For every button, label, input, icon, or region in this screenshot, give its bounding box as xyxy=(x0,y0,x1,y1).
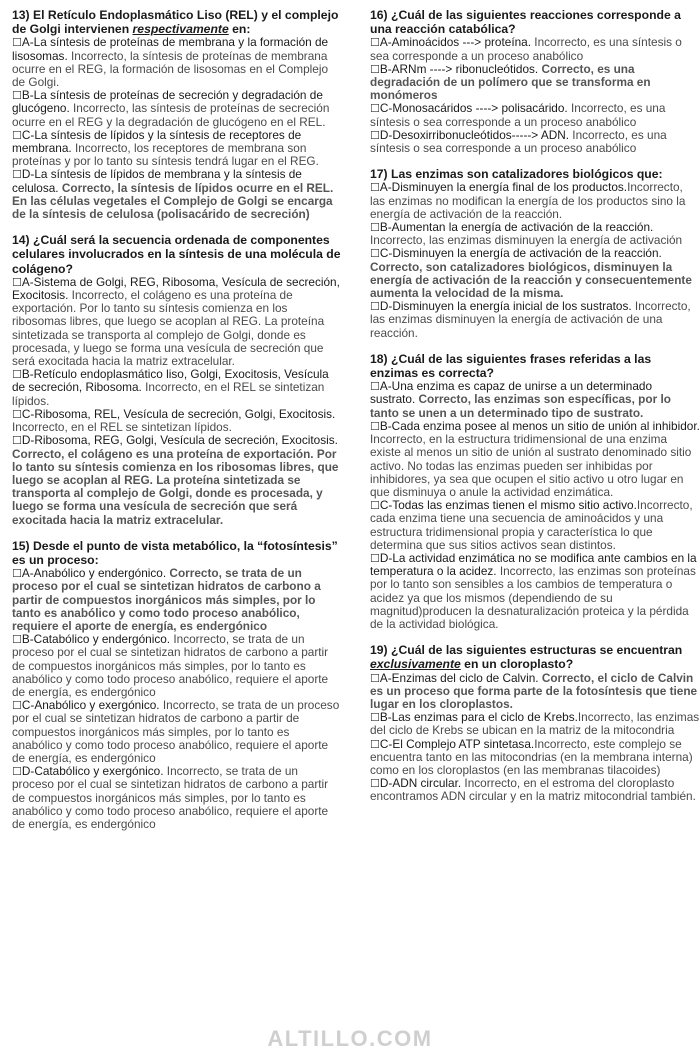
checkbox-icon[interactable]: ☐ xyxy=(370,777,380,791)
feedback-correct: Correcto, el colágeno es una proteína de exportación. Por lo tanto su síntesis comienza en los ribosomas libres, que luego se acoplan al REG. La proteína sintetizada se transporta al complejo de Golgi, donde es procesada, y luego se forma una vesícula de secreción que será exocitada hacia la matriz extracelular. xyxy=(12,446,339,527)
question-title-emphasis: respectivamente xyxy=(132,22,229,37)
option-label: D-La actividad enzimática no se modifica ante cambios en la temperatura o la acidez. xyxy=(370,550,697,579)
option-label: A-Aminoácidos ---> proteína. xyxy=(379,35,532,50)
question-title-text: 14) ¿Cuál será la secuencia ordenada de componentes celulares involucrados en la síntesis de una molécula de colágeno? xyxy=(12,233,341,276)
answer-option[interactable] xyxy=(370,672,700,712)
checkbox-icon[interactable]: ☐ xyxy=(12,699,22,713)
feedback-incorrect: Incorrecto, este complejo se encuentra tanto en las mitocondrias (en la membrana interna) como en los cloroplastos (en las membranas tilacoides) xyxy=(370,736,693,777)
feedback-incorrect: Incorrecto, en el estroma del cloroplasto encontramos ADN circular y en la matriz mitocondrial también. xyxy=(370,776,696,804)
answer-option[interactable] xyxy=(370,247,700,300)
answer-option[interactable] xyxy=(370,552,700,631)
option-label: C-Anabólico y exergónico. xyxy=(21,698,160,713)
option-label: C-Monosacáridos ----> polisacárido. xyxy=(379,101,568,116)
option-label: B-Catabólico y endergónico. xyxy=(21,632,171,647)
option-label: A-Sistema de Golgi, REG, Ribosoma, Vesícula de secreción, Exocitosis. xyxy=(12,274,340,303)
answer-option[interactable] xyxy=(370,36,700,62)
answer-option[interactable] xyxy=(370,777,700,803)
checkbox-icon[interactable]: ☐ xyxy=(12,407,22,421)
feedback-correct: Correcto, se trata de un proceso por el cual se sintetizan hidratos de carbono a partir de compuestos inorgánicos más simples, por lo tanto es anabólico y como todo proceso anabólico, requiere el aporte de energía, es endergónico xyxy=(12,566,321,633)
question-title-text: en: xyxy=(228,22,251,37)
feedback-incorrect: Incorrecto, el colágeno es una proteína de exportación. Por lo tanto su síntesis comienza en los ribosomas libres, que luego se acoplan al REG. La proteína sintetizada se transporta al complejo de Golgi, donde es procesada, y luego se forma una vesícula de secreción que será exocitada hacia la matriz extracelular. xyxy=(12,288,325,369)
feedback-incorrect: Incorrecto, los receptores de membrana son proteínas y por lo tanto su síntesis tendrá lugar en el REG. xyxy=(12,141,319,169)
checkbox-icon[interactable]: ☐ xyxy=(12,128,22,142)
checkbox-icon[interactable]: ☐ xyxy=(12,168,22,182)
question-title xyxy=(370,643,700,671)
checkbox-icon[interactable]: ☐ xyxy=(370,551,380,565)
question-title-emphasis: exclusivamente xyxy=(370,657,461,672)
option-label: D-ADN circular. xyxy=(379,776,462,791)
left-column xyxy=(12,8,342,843)
question-title xyxy=(12,233,342,276)
feedback-correct: Correcto, son catalizadores biológicos, disminuyen la energía de activación de la reacción y consecuentemente aumenta la velocidad de la misma. xyxy=(370,259,692,301)
question-block xyxy=(12,8,342,221)
answer-option[interactable] xyxy=(12,89,342,129)
answer-option[interactable] xyxy=(12,368,342,408)
question-block xyxy=(370,352,700,631)
checkbox-icon[interactable]: ☐ xyxy=(12,89,22,103)
answer-option[interactable] xyxy=(12,633,342,699)
answer-option[interactable] xyxy=(12,408,342,434)
option-label: D-Catabólico y exergónico. xyxy=(21,764,164,779)
option-label: A-Enzimas del ciclo de Calvin. xyxy=(379,670,539,685)
checkbox-icon[interactable]: ☐ xyxy=(370,499,380,513)
option-label: C-Disminuyen la energía de activación de la reacción. xyxy=(379,246,662,261)
checkbox-icon[interactable]: ☐ xyxy=(370,128,380,142)
question-title-text: en un cloroplasto? xyxy=(460,657,574,672)
feedback-correct: Correcto, es una degradación de un polímero que se transforma en monómeros xyxy=(370,61,651,103)
question-title-text: 18) ¿Cuál de las siguientes frases referidas a las enzimas es correcta? xyxy=(370,351,652,381)
feedback-incorrect: Incorrecto, se trata de un proceso por el cual se sintetizan hidratos de carbono a partir de compuestos inorgánicos más simples, por lo tanto es anabólico y como todo proceso anabólico, requiere el aporte de energía, es endergónico xyxy=(12,632,329,699)
feedback-correct: Correcto, el ciclo de Calvin es un proceso que forma parte de la fotosíntesis que tiene lugar en los cloroplastos. xyxy=(370,670,698,711)
question-title-text: 13) El Retículo Endoplasmático Liso (REL) y el complejo de Golgi intervienen xyxy=(12,8,339,37)
feedback-incorrect: Incorrecto, la síntesis de proteínas de membrana ocurre en el REG, la formación de lisosomas en el Complejo de Golgi. xyxy=(12,48,329,90)
question-title-text: 15) Desde el punto de vista metabólico, la “fotosíntesis” es un proceso: xyxy=(12,538,338,567)
checkbox-icon[interactable]: ☐ xyxy=(370,102,380,116)
option-label: B-ARNm ----> ribonucleótidos. xyxy=(379,61,539,76)
checkbox-icon[interactable]: ☐ xyxy=(370,737,380,751)
question-block xyxy=(12,539,342,831)
option-label: A-La síntesis de proteínas de membrana y la formación de lisosomas. xyxy=(12,35,329,63)
feedback-incorrect: Incorrecto, las síntesis de proteínas de secreción ocurre en el REG y la degradación de glucógeno en el REL. xyxy=(12,101,330,129)
checkbox-icon[interactable]: ☐ xyxy=(12,765,22,779)
answer-option[interactable] xyxy=(370,300,700,340)
option-label: A-Una enzima es capaz de unirse a un determinado sustrato. xyxy=(370,379,653,407)
checkbox-icon[interactable]: ☐ xyxy=(370,181,380,195)
answer-option[interactable] xyxy=(12,276,342,368)
question-title-text: 17) Las enzimas son catalizadores biológicos que: xyxy=(370,167,663,182)
answer-option[interactable] xyxy=(12,434,342,526)
answer-option[interactable] xyxy=(370,738,700,778)
option-label: B-Las enzimas para el ciclo de Krebs. xyxy=(379,710,578,725)
checkbox-icon[interactable]: ☐ xyxy=(370,671,380,685)
watermark-footer: ALTILLO.COM xyxy=(267,1026,433,1051)
checkbox-icon[interactable]: ☐ xyxy=(370,419,380,433)
option-label: D-Desoxirribonucleótidos-----> ADN. xyxy=(379,127,570,142)
feedback-incorrect: Incorrecto, cada enzima tiene una secuencia de aminoácidos y una estructura tridimensional propia y característica lo que determina que sus sitios activos sean distintos. xyxy=(370,498,693,552)
feedback-incorrect: Incorrecto, las enzimas disminuyen la energía de activación xyxy=(370,233,683,248)
option-label: A-Disminuyen la energía final de los productos. xyxy=(379,180,628,195)
feedback-correct: Correcto, las enzimas son específicas, por lo tanto se unen a un determinado tipo de sustrato. xyxy=(370,392,671,420)
feedback-incorrect: Incorrecto, es una síntesis o sea corresponde a un proceso anabólico xyxy=(370,101,666,129)
checkbox-icon[interactable]: ☐ xyxy=(12,567,22,581)
question-block xyxy=(370,643,700,803)
checkbox-icon[interactable]: ☐ xyxy=(12,368,22,382)
answer-option[interactable] xyxy=(370,181,700,221)
answer-option[interactable] xyxy=(370,221,700,247)
option-label: B-Cada enzima posee al menos un sitio de unión al inhibidor. xyxy=(379,418,700,433)
checkbox-icon[interactable]: ☐ xyxy=(370,300,380,314)
question-block xyxy=(370,167,700,340)
answer-option[interactable] xyxy=(370,420,700,499)
feedback-correct: Correcto, la síntesis de lípidos ocurre en el REL. En las células vegetales el Complejo de Golgi se encarga de la síntesis de celulosa (polisacárido de secreción) xyxy=(12,180,334,222)
question-title xyxy=(370,352,700,380)
question-title-text: 16) ¿Cuál de las siguientes reacciones corresponde a una reacción catabólica? xyxy=(370,8,681,37)
checkbox-icon[interactable]: ☐ xyxy=(370,221,380,235)
option-label: C-Ribosoma, REL, Vesícula de secreción, Golgi, Exocitosis. xyxy=(21,406,336,421)
feedback-incorrect: Incorrecto, las enzimas del ciclo de Krebs se ubican en la matriz de la mitocondria xyxy=(370,710,700,738)
feedback-incorrect: Incorrecto, es una síntesis o sea corresponde a un proceso anabólico xyxy=(370,127,667,156)
feedback-incorrect: Incorrecto, las enzimas disminuyen la energía de activación de una reacción. xyxy=(370,299,691,340)
answer-option[interactable] xyxy=(12,765,342,831)
feedback-incorrect: Incorrecto, en la estructura tridimensional de una enzima existe al menos un sitio de unión al sustrato denominado sitio activo. No todas las enzimas pueden ser inhibidas por inhibidores, ya sea que ocupen el sitio activo u otro lugar en que disminuya o anule la actividad enzimática. xyxy=(370,432,692,499)
option-label: B-La síntesis de proteínas de secreción y degradación de glucógeno. xyxy=(12,88,323,116)
answer-option[interactable] xyxy=(370,129,700,155)
right-column xyxy=(370,8,700,816)
checkbox-icon[interactable]: ☐ xyxy=(12,275,22,289)
feedback-incorrect: Incorrecto, en el REL se sintetizan lípidos. xyxy=(12,420,232,435)
feedback-incorrect: Incorrecto, se trata de un proceso por el cual se sintetizan hidratos de carbono a partir de compuestos inorgánicos más simples, por lo tanto es anabólico y como todo proceso anabólico, requiere el aporte de energía, es endergónico xyxy=(12,698,340,765)
answer-option[interactable] xyxy=(370,711,700,737)
checkbox-icon[interactable]: ☐ xyxy=(370,711,380,725)
feedback-incorrect: Incorrecto, en el REL se sintetizan lípidos. xyxy=(12,380,325,408)
answer-option[interactable] xyxy=(12,699,342,765)
option-label: A-Anabólico y endergónico. xyxy=(21,566,167,581)
option-label: D-La síntesis de lípidos de membrana y la síntesis de celulosa. xyxy=(12,167,302,195)
question-title xyxy=(12,539,342,567)
answer-option[interactable] xyxy=(12,36,342,89)
option-label: D-Disminuyen la energía inicial de los sustratos. xyxy=(379,299,632,314)
question-block xyxy=(370,8,700,155)
question-title xyxy=(12,8,342,36)
option-label: B-Aumentan la energía de activación de la reacción. xyxy=(379,220,654,235)
checkbox-icon[interactable]: ☐ xyxy=(12,633,22,647)
option-label: C-El Complejo ATP sintetasa. xyxy=(379,736,535,751)
checkbox-icon[interactable]: ☐ xyxy=(370,380,380,394)
checkbox-icon[interactable]: ☐ xyxy=(12,36,22,50)
feedback-incorrect: Incorrecto, es una síntesis o sea corresponde a un proceso anabólico xyxy=(370,35,682,63)
option-label: C-Todas las enzimas tienen el mismo sitio activo. xyxy=(379,498,637,513)
feedback-incorrect: Incorrecto, las enzimas no modifican la energía de los productos sino la energía de activación de la reacción. xyxy=(370,180,686,221)
answer-option[interactable] xyxy=(12,168,342,221)
answer-option[interactable] xyxy=(370,63,700,103)
option-label: C-La síntesis de lípidos y la síntesis de receptores de membrana. xyxy=(12,127,302,156)
question-block xyxy=(12,233,342,526)
feedback-incorrect: Incorrecto, las enzimas son proteínas por lo tanto son sensibles a los cambios de temperatura o acidez ya que los mismos (dependiendo de su magnitud)producen la desnaturalización proteica y la pérdida de la actividad biológica. xyxy=(370,564,696,631)
checkbox-icon[interactable]: ☐ xyxy=(370,36,380,50)
checkbox-icon[interactable]: ☐ xyxy=(12,434,22,448)
answer-option[interactable] xyxy=(370,499,700,552)
answer-option[interactable] xyxy=(370,102,700,128)
option-label: B-Retículo endoplasmático liso, Golgi, Exocitosis, Vesícula de secreción, Ribosoma. xyxy=(12,367,329,395)
question-title xyxy=(370,8,700,36)
question-title xyxy=(370,167,700,181)
feedback-incorrect: Incorrecto, se trata de un proceso por el cual se sintetizan hidratos de carbono a partir de compuestos inorgánicos más simples, por lo tanto es anabólico y como todo proceso anabólico, requiere el aporte de energía, es endergónico xyxy=(12,764,329,831)
checkbox-icon[interactable]: ☐ xyxy=(370,247,380,261)
option-label: D-Ribosoma, REG, Golgi, Vesícula de secreción, Exocitosis. xyxy=(21,433,338,448)
answer-option[interactable] xyxy=(370,380,700,420)
checkbox-icon[interactable]: ☐ xyxy=(370,62,380,76)
question-title-text: 19) ¿Cuál de las siguientes estructuras se encuentran xyxy=(370,643,683,658)
answer-option[interactable] xyxy=(12,567,342,633)
answer-option[interactable] xyxy=(12,129,342,169)
